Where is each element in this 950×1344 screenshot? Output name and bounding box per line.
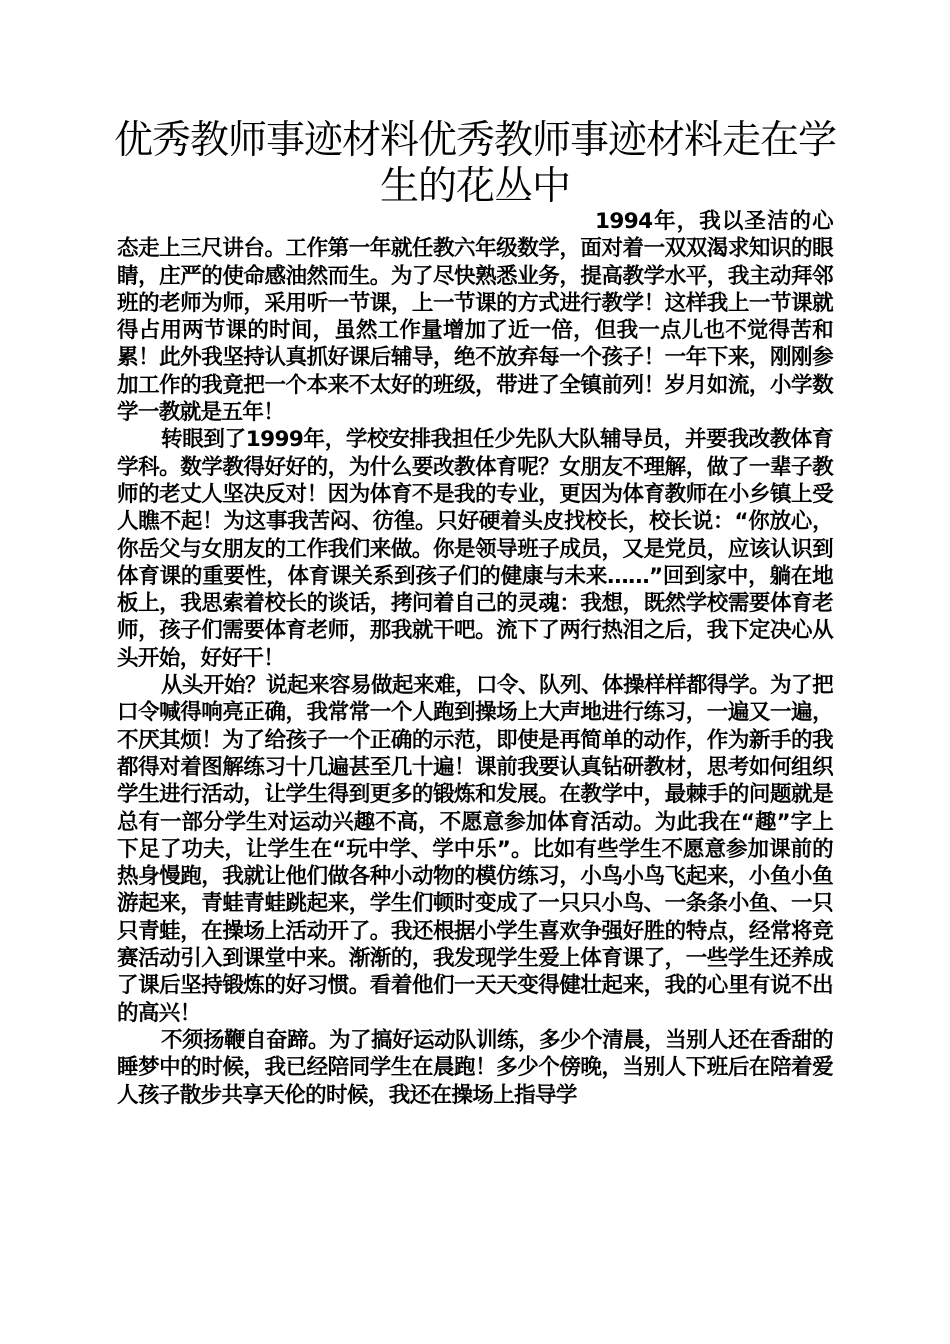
paragraph-1: 1994年，我以圣洁的心态走上三尺讲台。工作第一年就任教六年级数学，面对着一双双渴求知识的眼睛，庄严的使命感油然而生。为了尽快熟悉业务，提高教学水平，我主动拜邻班的老师为师，采用听一节课，上一节课的方式进行教学！这样我上一节课就得占用两节课的时间，虽然工作量增加了近一倍，但我一点儿也不觉得苦和累！此外我坚持认真抓好课后辅导，绝不放弃每一个孩子！一年下来，刚刚参加工作的我竟把一个本来不太好的班级，带进了全镇前列！岁月如流，小学数学一教就是五年！	[117, 209, 833, 426]
paragraph-2: 转眼到了1999年，学校安排我担任少先队大队辅导员，并要我改教体育学科。数学教得好好的，为什么要改教体育呢？女朋友不理解，做了一辈子教师的老丈人坚决反对！因为体育不是我的专业，更因为体育教师在小乡镇上受人瞧不起！为这事我苦闷、彷徨。只好硬着头皮找校长，校长说：“你放心，你岳父与女朋友的工作我们来做。你是领导班子成员，又是党员，应该认识到体育课的重要性，体育课关系到孩子们的健康与未来……”回到家中，躺在地板上，我思索着校长的谈话，拷问着自己的灵魂：我想，既然学校需要体育老师，孩子们需要体育老师，那我就干吧。流下了两行热泪之后，我下定决心从头开始，好好干！	[117, 427, 833, 671]
document-body	[117, 208, 833, 1109]
paragraph-3: 从头开始？说起来容易做起来难，口令、队列、体操样样都得学。为了把口令喊得响亮正确，我常常一个人跑到操场上大声地进行练习，一遍又一遍，不厌其烦！为了给孩子一个正确的示范，即使是再简单的动作，作为新手的我都得对着图解练习十几遍甚至几十遍！课前我要认真钻研教材，思考如何组织学生进行活动，让学生得到更多的锻炼和发展。在教学中，最棘手的问题就是总有一部分学生对运动兴趣不高，不愿意参加体育活动。为此我在“趣”字上下足了功夫，让学生在“玩中学、学中乐”。比如有些学生不愿意参加课前的热身慢跑，我就让他们做各种小动物的模仿练习，小鸟小鸟飞起来，小鱼小鱼游起来，青蛙青蛙跳起来，学生们顿时变成了一只只小鸟、一条条小鱼、一只只青蛙，在操场上活动开了。我还根据小学生喜欢争强好胜的特点，经常将竞赛活动引入到课堂中来。渐渐的，我发现学生爱上体育课了，一些学生还养成了课后坚持锻炼的好习惯。看着他们一天天变得健壮起来，我的心里有说不出的高兴！	[117, 673, 833, 1026]
paragraph-4: 不须扬鞭自奋蹄。为了搞好运动队训练，多少个清晨，当别人还在香甜的睡梦中的时候，我已经陪同学生在晨跑！多少个傍晚，当别人下班后在陪着爱人孩子散步共享天伦的时候，我还在操场上指导学	[117, 1027, 833, 1108]
document-title: 优秀教师事迹材料优秀教师事迹材料走在学生的花丛中	[113, 118, 836, 209]
